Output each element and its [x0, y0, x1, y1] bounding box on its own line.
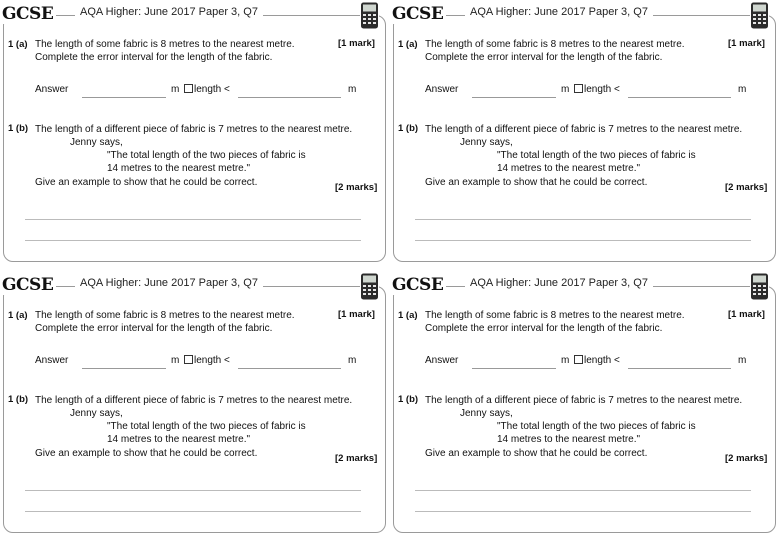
part-a-line2: Complete the error interval for the length of the fabric.	[35, 323, 273, 334]
part-b-line2: Jenny says,	[460, 408, 513, 419]
part-b-line3: Give an example to show that he could be correct.	[35, 448, 258, 459]
part-a-marks: [1 mark]	[728, 309, 765, 320]
inequality-text	[184, 354, 230, 367]
part-b-marks: [2 marks]	[335, 182, 378, 193]
working-line-2[interactable]	[25, 511, 361, 512]
card-title: AQA Higher: June 2017 Paper 3, Q7	[465, 6, 653, 18]
answer-unit-2: m	[348, 84, 357, 95]
part-b-marks: [2 marks]	[335, 453, 378, 464]
part-a-line2: Complete the error interval for the length of the fabric.	[35, 52, 273, 63]
part-b-line2: Jenny says,	[70, 137, 123, 148]
answer-label: Answer	[35, 84, 69, 95]
part-b-line1: The length of a different piece of fabric is 7 metres to the nearest metre.	[425, 395, 743, 406]
inequality-symbol-icon	[574, 355, 583, 364]
gcse-logo: GCSE	[391, 275, 446, 295]
inequality-symbol-icon	[574, 84, 583, 93]
calculator-icon	[360, 2, 379, 29]
working-line-2[interactable]	[415, 240, 751, 241]
part-a-marks: [1 mark]	[338, 38, 375, 49]
lower-bound-field[interactable]	[82, 355, 166, 369]
part-b-line1: The length of a different piece of fabric is 7 metres to the nearest metre.	[425, 124, 743, 135]
question-card-2	[390, 0, 780, 270]
working-line-1[interactable]	[25, 219, 361, 220]
part-b-quote2: 14 metres to the nearest metre."	[107, 163, 251, 174]
part-b-number: 1 (b)	[8, 123, 29, 134]
part-b-marks: [2 marks]	[725, 182, 768, 193]
answer-unit-1: m	[171, 84, 180, 95]
inequality-symbol-icon	[184, 84, 193, 93]
gcse-logo: GCSE	[391, 4, 446, 24]
upper-bound-field[interactable]	[238, 84, 341, 98]
answer-unit-1: m	[561, 84, 570, 95]
part-a-number: 1 (a)	[398, 39, 418, 50]
part-b-line3: Give an example to show that he could be correct.	[35, 177, 258, 188]
card-title: AQA Higher: June 2017 Paper 3, Q7	[75, 277, 263, 289]
upper-bound-field[interactable]	[628, 84, 731, 98]
question-card-3	[0, 271, 390, 541]
answer-unit-2: m	[738, 355, 747, 366]
inequality-middle: length <	[584, 355, 620, 366]
lower-bound-field[interactable]	[472, 84, 556, 98]
inequality-middle: length <	[194, 355, 230, 366]
part-b-line2: Jenny says,	[70, 408, 123, 419]
lower-bound-field[interactable]	[82, 84, 166, 98]
answer-label: Answer	[425, 355, 459, 366]
working-line-1[interactable]	[415, 219, 751, 220]
part-a-marks: [1 mark]	[728, 38, 765, 49]
question-card-1	[0, 0, 390, 270]
calculator-icon	[750, 2, 769, 29]
part-a-number: 1 (a)	[8, 39, 28, 50]
upper-bound-field[interactable]	[628, 355, 731, 369]
part-a-marks: [1 mark]	[338, 309, 375, 320]
inequality-middle: length <	[194, 84, 230, 95]
part-a-line2: Complete the error interval for the length of the fabric.	[425, 323, 663, 334]
part-b-quote2: 14 metres to the nearest metre."	[107, 434, 251, 445]
part-b-quote1: "The total length of the two pieces of fabric is	[497, 421, 696, 432]
working-line-2[interactable]	[415, 511, 751, 512]
part-b-line3: Give an example to show that he could be correct.	[425, 448, 648, 459]
part-b-quote2: 14 metres to the nearest metre."	[497, 163, 641, 174]
answer-label: Answer	[425, 84, 459, 95]
part-b-number: 1 (b)	[398, 394, 419, 405]
part-b-line2: Jenny says,	[460, 137, 513, 148]
working-line-1[interactable]	[415, 490, 751, 491]
gcse-logo: GCSE	[1, 4, 56, 24]
working-line-1[interactable]	[25, 490, 361, 491]
answer-unit-2: m	[738, 84, 747, 95]
part-b-quote1: "The total length of the two pieces of fabric is	[107, 150, 306, 161]
answer-unit-2: m	[348, 355, 357, 366]
answer-unit-1: m	[561, 355, 570, 366]
answer-unit-1: m	[171, 355, 180, 366]
part-b-quote1: "The total length of the two pieces of fabric is	[107, 421, 306, 432]
part-b-number: 1 (b)	[398, 123, 419, 134]
lower-bound-field[interactable]	[472, 355, 556, 369]
card-title: AQA Higher: June 2017 Paper 3, Q7	[465, 277, 653, 289]
part-a-line1: The length of some fabric is 8 metres to the nearest metre.	[425, 39, 685, 50]
inequality-text	[574, 83, 620, 96]
gcse-logo: GCSE	[1, 275, 56, 295]
part-a-line1: The length of some fabric is 8 metres to the nearest metre.	[35, 39, 295, 50]
part-b-line1: The length of a different piece of fabric is 7 metres to the nearest metre.	[35, 395, 353, 406]
calculator-icon	[360, 273, 379, 300]
upper-bound-field[interactable]	[238, 355, 341, 369]
part-a-line1: The length of some fabric is 8 metres to the nearest metre.	[35, 310, 295, 321]
part-b-number: 1 (b)	[8, 394, 29, 405]
part-a-number: 1 (a)	[8, 310, 28, 321]
inequality-symbol-icon	[184, 355, 193, 364]
inequality-middle: length <	[584, 84, 620, 95]
inequality-text	[184, 83, 230, 96]
part-b-marks: [2 marks]	[725, 453, 768, 464]
part-b-line3: Give an example to show that he could be correct.	[425, 177, 648, 188]
calculator-icon	[750, 273, 769, 300]
part-b-quote1: "The total length of the two pieces of fabric is	[497, 150, 696, 161]
question-card-4	[390, 271, 780, 541]
part-a-number: 1 (a)	[398, 310, 418, 321]
answer-label: Answer	[35, 355, 69, 366]
card-title: AQA Higher: June 2017 Paper 3, Q7	[75, 6, 263, 18]
part-b-line1: The length of a different piece of fabric is 7 metres to the nearest metre.	[35, 124, 353, 135]
part-a-line2: Complete the error interval for the length of the fabric.	[425, 52, 663, 63]
working-line-2[interactable]	[25, 240, 361, 241]
inequality-text	[574, 354, 620, 367]
part-b-quote2: 14 metres to the nearest metre."	[497, 434, 641, 445]
part-a-line1: The length of some fabric is 8 metres to the nearest metre.	[425, 310, 685, 321]
